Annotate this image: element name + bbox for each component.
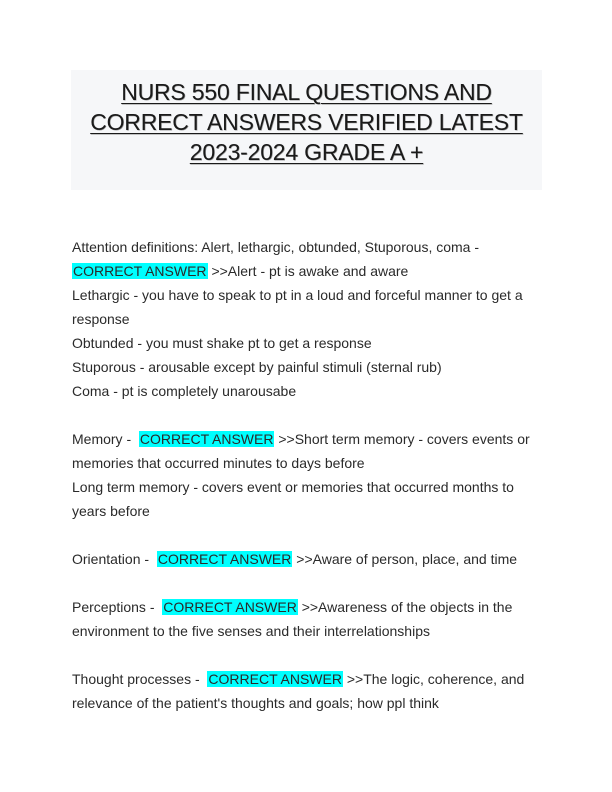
question-answer-line: [72, 667, 542, 691]
answer-text: >>Awareness of the objects in the: [301, 599, 513, 615]
question-text: Memory -: [72, 431, 132, 447]
document-title-line-2: CORRECT ANSWERS VERIFIED LATEST: [90, 109, 523, 135]
correct-answer-marker: CORRECT ANSWER: [208, 671, 342, 687]
question-answer-line: [72, 595, 542, 619]
answer-line: memories that occurred minutes to days before: [72, 455, 365, 471]
question-text: Perceptions -: [72, 599, 155, 615]
correct-answer-marker: CORRECT ANSWER: [163, 599, 297, 615]
answer-line: Coma - pt is completely unarousabe: [72, 383, 297, 399]
qa-item-attention: [72, 235, 542, 403]
correct-answer-marker: CORRECT ANSWER: [157, 551, 292, 567]
answer-text: >>Aware of person, place, and time: [296, 551, 518, 567]
qa-item-orientation: [72, 547, 542, 571]
answer-text: >>Alert - pt is awake and aware: [211, 263, 409, 279]
qa-content: [72, 235, 542, 739]
qa-item-thought-processes: [72, 667, 542, 715]
qa-item-memory: [72, 427, 542, 523]
question-text: Thought processes -: [72, 671, 200, 687]
document-title-block: [71, 70, 542, 190]
answer-first-line: [72, 259, 542, 283]
answer-line: response: [72, 311, 130, 327]
document-title-line-1: NURS 550 FINAL QUESTIONS AND: [121, 79, 492, 105]
answer-line: Lethargic - you have to speak to pt in a loud and forceful manner to get a: [72, 287, 523, 303]
question-answer-line: [72, 427, 542, 451]
document-title-line-3: 2023-2024 GRADE A +: [189, 139, 424, 165]
question-text: Attention definitions: Alert, lethargic, obtunded, Stuporous, coma -: [72, 239, 480, 255]
question-answer-line: [72, 547, 542, 571]
answer-text: >>Short term memory - covers events or: [278, 431, 530, 447]
answer-line: relevance of the patient's thoughts and goals; how ppl think: [72, 695, 439, 711]
qa-item-perceptions: [72, 595, 542, 643]
correct-answer-marker: CORRECT ANSWER: [139, 431, 274, 447]
answer-line: years before: [72, 503, 150, 519]
answer-text: >>The logic, coherence, and: [346, 671, 525, 687]
question-text: Orientation -: [72, 551, 150, 567]
answer-line: Stuporous - arousable except by painful stimuli (sternal rub): [72, 359, 442, 375]
answer-line: Long term memory - covers event or memories that occurred months to: [72, 479, 514, 495]
correct-answer-marker: CORRECT ANSWER: [73, 263, 207, 279]
answer-line: Obtunded - you must shake pt to get a response: [72, 335, 372, 351]
answer-line: environment to the five senses and their interrelationships: [72, 623, 430, 639]
